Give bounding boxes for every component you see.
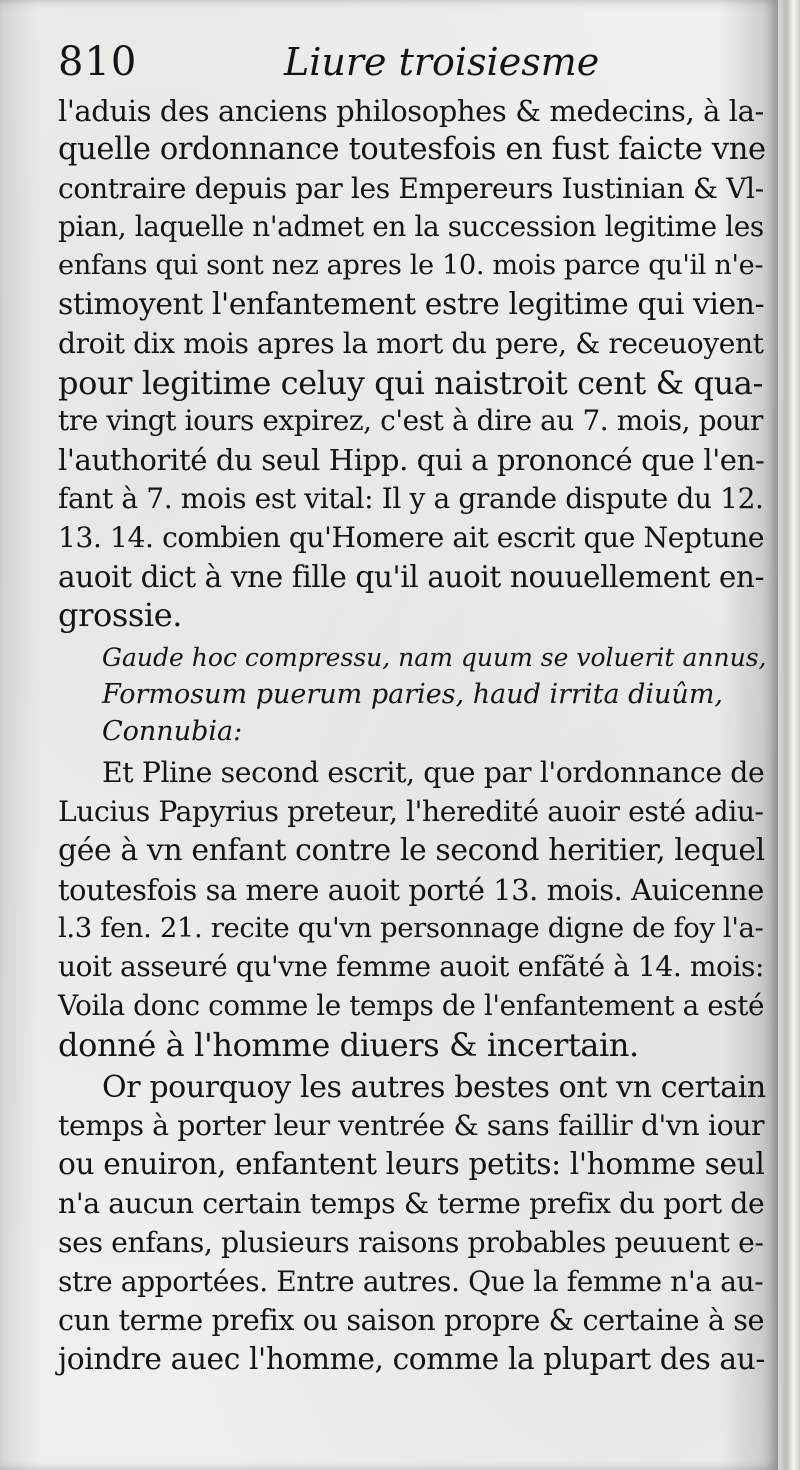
text-line: grossie. xyxy=(58,596,183,635)
verse-line: Formosum puerum paries, haud irrita diuûm, xyxy=(102,679,723,711)
text-line: Et Pline second escrit, que par l'ordonnance de xyxy=(102,756,765,790)
text-line: tre vingt iours expirez, c'est à dire au 7. mois, pour xyxy=(58,404,763,438)
text-line: droit dix mois apres la mort du pere, & receuoyent xyxy=(58,326,764,360)
text-line: uoit asseuré qu'vne femme auoit enfãté à 14. mois: xyxy=(58,950,765,984)
text-line: joindre auec l'homme, comme la plupart des au- xyxy=(58,1341,765,1377)
text-line: toutesfois sa mere auoit porté 13. mois. Auicenne xyxy=(58,872,764,907)
text-line: fant à 7. mois est vital: Il y a grande dispute du 12. xyxy=(58,481,764,515)
text-line: gée à vn enfant contre le second heritier, lequel xyxy=(58,832,765,868)
text-line: quelle ordonnance toutesfois en fust faicte vne xyxy=(58,131,766,167)
text-line: Or pourquoy les autres bestes ont vn certain xyxy=(102,1069,766,1105)
latin-verse-quote xyxy=(58,639,770,750)
text-line: l'authorité du seul Hipp. qui a prononcé que l'en- xyxy=(58,443,765,478)
text-line: l.3 fen. 21. recite qu'vn personnage digne de foy l'a- xyxy=(58,912,764,945)
page-content xyxy=(58,36,770,1379)
text-line: cun terme prefix ou saison propre & certaine à se xyxy=(58,1303,765,1338)
paragraph-3 xyxy=(58,1069,770,1379)
page-header xyxy=(58,36,770,92)
text-line: enfans qui sont nez apres le 10. mois parce qu'il n'e- xyxy=(58,250,764,282)
text-line: stre apportées. Entre autres. Que la femme n'a au- xyxy=(58,1264,764,1298)
paragraph-1 xyxy=(58,92,770,635)
running-title: Liure troisiesme xyxy=(284,40,600,84)
verse-line: Gaude hoc compressu, nam quum se voluerit annus, xyxy=(102,643,767,673)
text-line: contraire depuis par les Empereurs Iustinian & Vl- xyxy=(58,171,764,205)
text-line: donné à l'homme diuers & incertain. xyxy=(58,1025,639,1064)
folio-number: 810 xyxy=(58,39,138,85)
paragraph-2 xyxy=(58,754,770,1064)
text-line: l'aduis des anciens philosophes & medecins, à la- xyxy=(58,94,764,128)
text-line: pian, laquelle n'admet en la succession legitime les xyxy=(58,210,764,244)
page-edge xyxy=(778,0,800,1470)
text-line: 13. 14. combien qu'Homere ait escrit que Neptune xyxy=(58,520,765,554)
verse-line: Connubia: xyxy=(102,716,243,748)
text-line: ses enfans, plusieurs raisons probables peuuent e- xyxy=(58,1225,764,1259)
text-line: pour legitime celuy qui naistroit cent & qua- xyxy=(58,363,763,402)
text-line: Voila donc comme le temps de l'enfantement a esté xyxy=(58,988,765,1022)
text-line: ou enuiron, enfantent leurs petits: l'homme seul xyxy=(58,1147,765,1183)
text-line: stimoyent l'enfantement estre legitime qui vien- xyxy=(58,286,765,322)
text-line: auoit dict à vne fille qu'il auoit nouuellement en- xyxy=(58,559,765,594)
text-line: Lucius Papyrius preteur, l'heredité auoir esté adiu- xyxy=(58,794,764,828)
text-line: n'a aucun certain temps & terme prefix du port de xyxy=(58,1186,765,1220)
text-line: temps à porter leur ventrée & sans faillir d'vn iour xyxy=(58,1109,765,1143)
